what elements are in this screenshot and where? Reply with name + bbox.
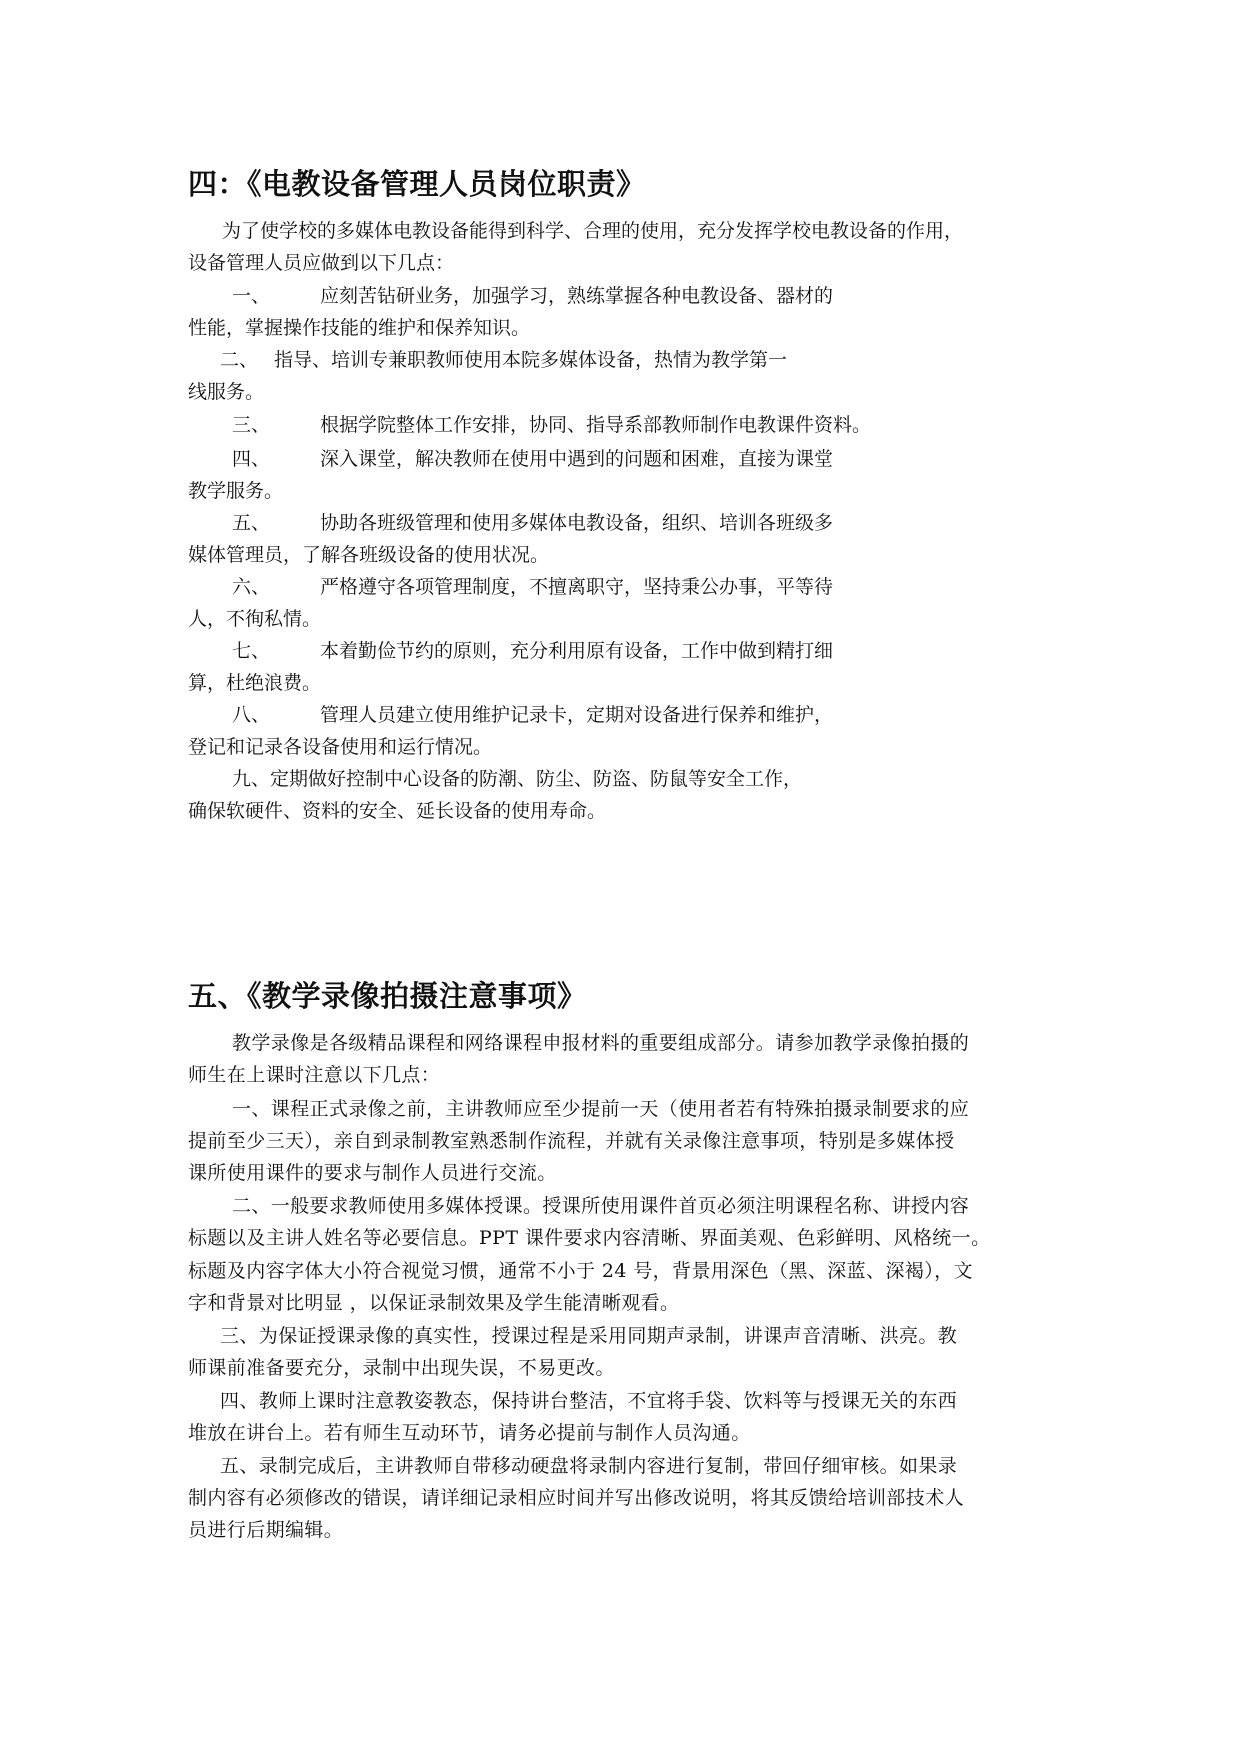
item-number: 七、 xyxy=(232,640,271,662)
item-number: 五、 xyxy=(232,512,271,534)
paragraph-line: 师课前准备要充分，录制中出现失误，不易更改。 xyxy=(188,1357,615,1379)
item-text: 九、定期做好控制中心设备的防潮、防尘、防盗、防鼠等安全工作， xyxy=(232,768,803,790)
paragraph-line: 字和背景对比明显 ，以保证录制效果及学生能清晰观看。 xyxy=(188,1292,680,1314)
item-text: 根据学院整体工作安排，协同、指导系部教师制作电教课件资料。 xyxy=(320,414,872,436)
item-text-cont: 确保软硬件、资料的安全、延长设备的使用寿命。 xyxy=(188,800,607,822)
item-number: 三、 xyxy=(232,414,271,436)
paragraph-line: 标题以及主讲人姓名等必要信息。PPT 课件要求内容清晰、界面美观、色彩鲜明、风格统一。 xyxy=(188,1227,991,1249)
paragraph-line: 三、为保证授课录像的真实性，授课过程是采用同期声录制，讲课声音清晰、洪亮。教 xyxy=(220,1325,958,1347)
item-text-cont: 线服务。 xyxy=(188,381,265,403)
intro-line-1: 为了使学校的多媒体电教设备能得到科学、合理的使用，充分发挥学校电教设备的作用， xyxy=(222,220,964,242)
item-number: 二、 xyxy=(220,349,259,371)
item-text: 协助各班级管理和使用多媒体电教设备，组织、培训各班级多 xyxy=(320,512,834,534)
item-number: 四、 xyxy=(232,448,271,470)
item-text: 严格遵守各项管理制度，不擅离职守，坚持秉公办事，平等待 xyxy=(320,576,834,598)
item-text: 指导、培训专兼职教师使用本院多媒体设备，热情为教学第一 xyxy=(274,349,788,371)
paragraph-line: 制内容有必须修改的错误，请详细记录相应时间并写出修改说明，将其反馈给培训部技术人 xyxy=(188,1487,965,1509)
paragraph-line: 课所使用课件的要求与制作人员进行交流。 xyxy=(188,1162,557,1184)
section4-title: 四：《电教设备管理人员岗位职责》 xyxy=(188,167,646,201)
item-text-cont: 教学服务。 xyxy=(188,480,284,502)
paragraph-line: 教学录像是各级精品课程和网络课程申报材料的重要组成部分。请参加教学录像拍摄的 xyxy=(232,1032,970,1054)
item-text: 深入课堂，解决教师在使用中遇到的问题和困难，直接为课堂 xyxy=(320,448,834,470)
intro-line-2: 设备管理人员应做到以下几点： xyxy=(188,252,455,274)
paragraph-line: 五、录制完成后，主讲教师自带移动硬盘将录制内容进行复制，带回仔细审核。如果录 xyxy=(220,1455,958,1477)
section5-title: 五、《教学录像拍摄注意事项》 xyxy=(188,979,587,1013)
paragraph-line: 员进行后期编辑。 xyxy=(188,1519,344,1541)
item-text-cont: 媒体管理员，了解各班级设备的使用状况。 xyxy=(188,544,550,566)
item-number: 八、 xyxy=(232,704,271,726)
paragraph-line: 一、课程正式录像之前，主讲教师应至少提前一天（使用者若有特殊拍摄录制要求的应 xyxy=(232,1098,970,1120)
item-text-cont: 算，杜绝浪费。 xyxy=(188,672,322,694)
paragraph-line: 师生在上课时注意以下几点： xyxy=(188,1064,441,1086)
paragraph-line: 四、教师上课时注意教姿教态，保持讲台整洁，不宜将手袋、饮料等与授课无关的东西 xyxy=(220,1390,958,1412)
paragraph-line: 标题及内容字体大小符合视觉习惯，通常不小于 24 号，背景用深色（黑、深蓝、深褐），文 xyxy=(188,1260,973,1282)
paragraph-line: 提前至少三天），亲自到录制教室熟悉制作流程，并就有关录像注意事项，特别是多媒体授 xyxy=(188,1130,955,1152)
item-text: 本着勤俭节约的原则，充分利用原有设备，工作中做到精打细 xyxy=(320,640,834,662)
item-text-cont: 人，不徇私情。 xyxy=(188,608,322,630)
item-text: 管理人员建立使用维护记录卡，定期对设备进行保养和维护， xyxy=(320,704,834,726)
paragraph-line: 堆放在讲台上。若有师生互动环节，请务必提前与制作人员沟通。 xyxy=(188,1422,751,1444)
item-number: 一、 xyxy=(232,285,271,307)
item-text-cont: 登记和记录各设备使用和运行情况。 xyxy=(188,736,493,758)
paragraph-line: 二、一般要求教师使用多媒体授课。授课所使用课件首页必须注明课程名称、讲授内容 xyxy=(232,1195,970,1217)
item-text-cont: 性能，掌握操作技能的维护和保养知识。 xyxy=(188,317,531,339)
item-number: 六、 xyxy=(232,576,271,598)
item-text: 应刻苦钻研业务，加强学习，熟练掌握各种电教设备、器材的 xyxy=(320,285,834,307)
